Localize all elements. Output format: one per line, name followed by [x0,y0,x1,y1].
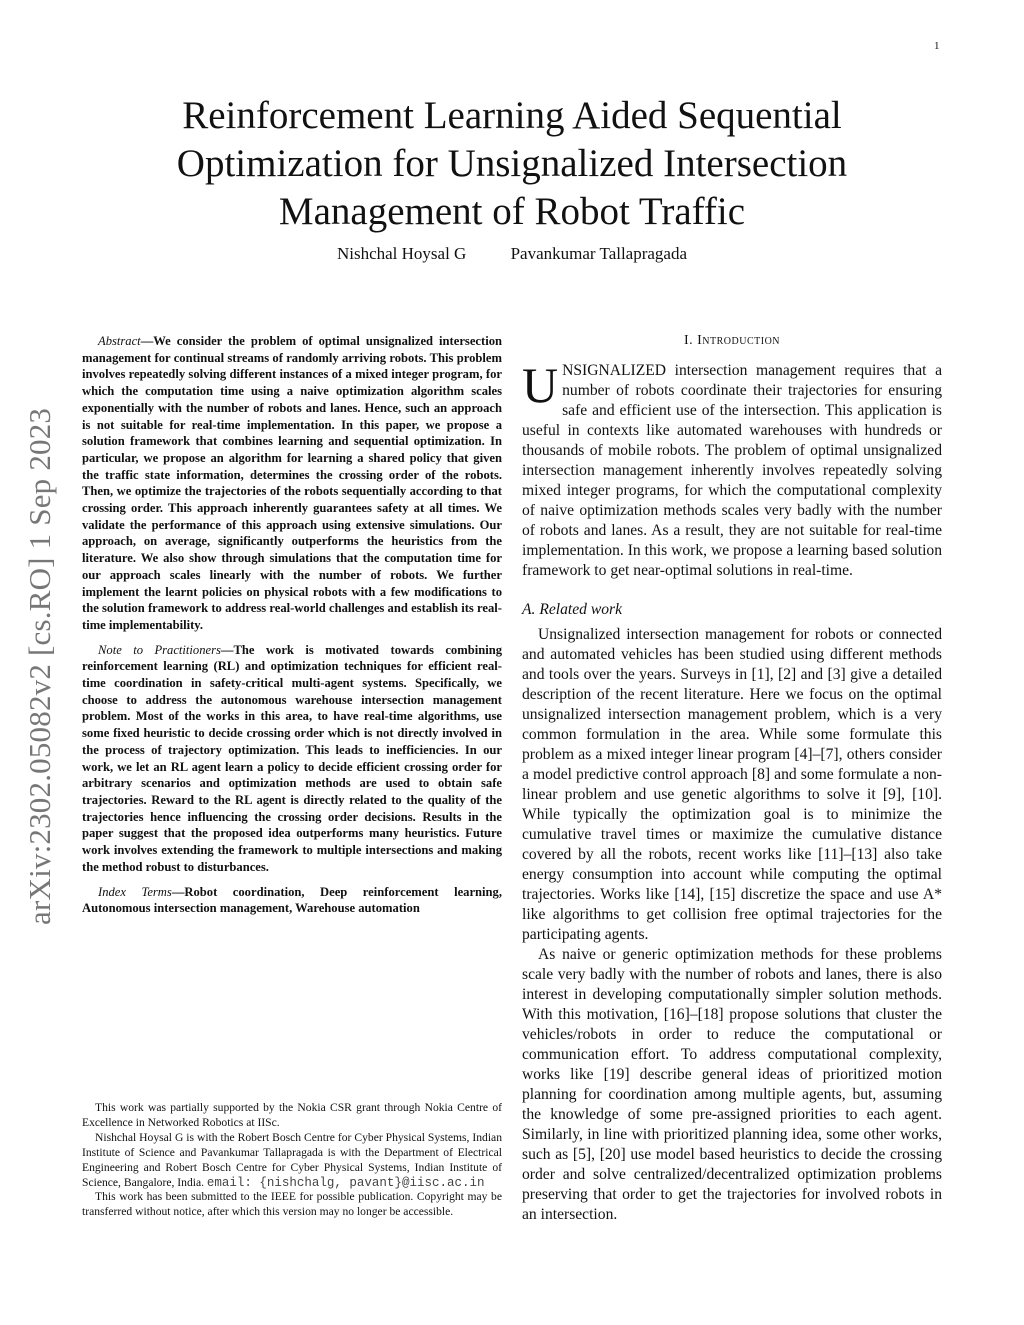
index-terms-text: —Robot coordination, Deep reinforcement learning, Autonomous intersection management, Warehouse automation [82,884,503,916]
affiliation-text: Nishchal Hoysal G is with the Robert Bosch Centre for Cyber Physical Systems, Indian Institute of Science and Pavankumar Tallapragada is with the Department of Electrical Engineering and Robert Bosch Centre for Cyber Physical Systems, Indian Institute of Science, Bangalore, India. [82,1130,502,1189]
arxiv-stamp: arXiv:2302.05082v2 [cs.RO] 1 Sep 2023 [22,407,57,925]
left-column [82,333,502,925]
index-terms-label: Index Terms [98,884,172,899]
email-text: email: {nishchalg, pavant}@iisc.ac.in [206,1175,485,1190]
footnote-funding: This work was partially supported by the Nokia CSR grant through Nokia Centre of Excellence in Networked Robotics at IISc. [82,1101,502,1129]
footnote-copyright: This work has been submitted to the IEEE for possible publication. Copyright may be transferred without notice, after which this version may no longer be accessible. [82,1190,502,1219]
note-to-practitioners [82,642,502,876]
section-heading: I. Introduction [683,333,781,348]
index-terms [82,884,502,917]
right-column [522,333,942,1225]
footnotes [82,1101,502,1220]
note-text: —The work is motivated towards combining reinforcement learning (RL) and optimization techniques for efficient real-time coordination in safety-critical multi-agent systems. Specifically, we choose to address the autonomous warehouse intersection management problem. Most of the works in this area, to have real-time algorithms, use some fixed heuristic to decide crossing order which is not directly involved in the process of trajectory optimization. This leads to inefficiencies. In our work, we let an RL agent learn a policy to decide efficient crossing order for arbitrary scenarios and optimization methods are used to obtain safe trajectories. Reward to the RL agent is directly related to the quality of the trajectories hence influencing the crossing order decisions. Results in the paper suggest that the proposed idea outperforms many heuristics. Future work involves extending the framework to multiple intersections and making the method robust to disturbances. [82,642,502,874]
page-number: 1 [934,40,940,52]
abstract-text: —We consider the problem of optimal unsignalized intersection management for continual streams of randomly arriving robots. This problem involves repeatedly solving different instances of a mixed integer program, for which the computation time using a naive optimization algorithm scales exponentially with the number of robots and lanes. Hence, such an approach is not suitable for real-time implementation. In this paper, we propose a solution framework that combines learning and sequential optimization. In particular, we propose an algorithm for learning a shared policy that given the traffic state information, determines the crossing order of the robots. Then, we optimize the trajectories of the robots sequentially according to that crossing order. This approach inherently guarantees safety at all times. We validate the performance of this approach using extensive simulations. Our approach, on average, significantly outperforms the heuristics from the literature. We also show through simulations that the computation time for our approach scales linearly with the number of robots. We further implement the learnt policies on physical robots with a few modifications to the solution framework to address real-world challenges and establish its real-time implementability. [82,334,502,632]
intro-text: NSIGNALIZED intersection management requires that a number of robots coordinate their trajectories for ensuring safe and efficient use of the intersection. This application is useful in contexts like automated warehouses with hundreds or thousands of mobile robots. The problem of optimal unsignalized intersection management inherently involves repeatedly solving mixed integer programs, for which the computational complexity of naive optimization methods scales very badly with the number of robots and lanes. As a result, they are not suitable for real-time implementation. In this work, we propose a learning based solution framework to get near-optimal solutions in real-time. [522,362,942,579]
author-list [100,244,924,264]
footnote-affiliation [82,1131,502,1191]
note-label: Note to Practitioners [98,642,221,657]
related-work-paragraph: Unsignalized intersection management for robots or connected and automated vehicles has been studied using different methods and tools over the years. Surveys in [1], [2] and [3] give a detailed description of the recent literature. Here we focus on the optimal unsignalized intersection management problem, which is a very common formulation in the area. While some formulate this problem as a mixed integer linear program [4]–[7], others consider a model predictive control approach [8] and some formulate a non-linear problem and use genetic algorithms to solve it [9], [10]. While typically the optimization goal is to minimize the cumulative travel times or maximize the cumulative distance covered by all the robots, recent works like [11]–[13] also take energy consumption into account while computing the optimal trajectories. Works like [14], [15] discretize the space and use A* like algorithms to get collision free optimal trajectories for the participating agents. [522,626,942,943]
paper-title: Reinforcement Learning Aided Sequential Optimization for Unsignalized Intersection Management of Robot Traffic [176,94,848,233]
drop-cap: U [522,357,559,413]
abstract [82,333,502,634]
author: Nishchal Hoysal G [336,244,467,263]
author: Pavankumar Tallapragada [510,244,688,263]
subsection-heading: A. Related work [522,601,623,618]
related-work-paragraph: As naive or generic optimization methods for these problems scale very badly with the number of robots and lanes, there is also interest in developing computationally simpler solution methods. With this motivation, [16]–[18] propose solutions that cluster the vehicles/robots in order to reduce the computational or communication effort. To address computational complexity, works like [19] describe general ideas of prioritized motion planning for coordination among multiple agents, but, assuming the knowledge of some pre-assigned priorities to each agent. Similarly, in line with prioritized planning idea, some other works, such as [5], [20] use model based heuristics to decide the crossing order and solve centralized/decentralized optimization problems preserving that order to get the trajectories for involved robots in an intersection. [522,946,942,1223]
abstract-label: Abstract [98,334,141,348]
intro-paragraph [522,357,942,581]
